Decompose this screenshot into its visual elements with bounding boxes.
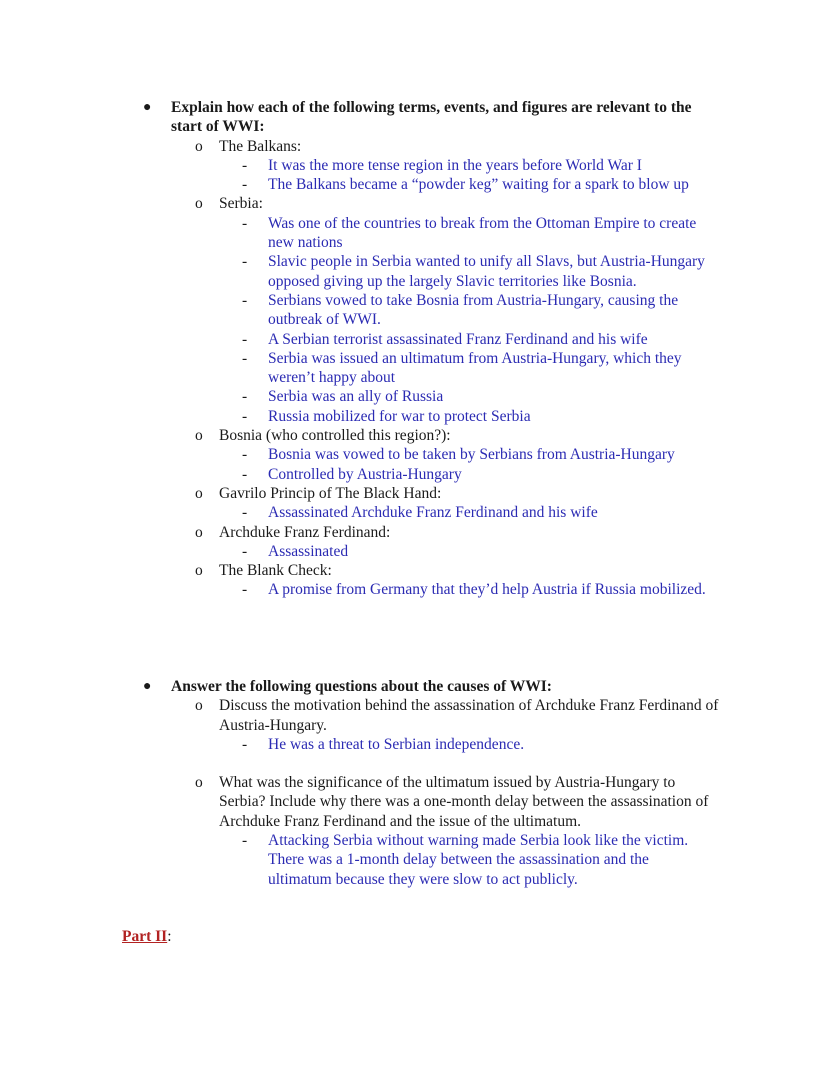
term-item xyxy=(0,484,719,503)
sub-bullet-marker: o xyxy=(195,195,203,213)
dash-marker: - xyxy=(242,214,248,232)
dash-marker: - xyxy=(242,504,248,522)
dash-marker: - xyxy=(242,407,248,425)
answer-text: The Balkans became a “powder keg” waiting for a spark to blow up xyxy=(268,176,689,194)
answer-text: Controlled by Austria-Hungary xyxy=(268,465,462,483)
dash-marker: - xyxy=(242,446,248,464)
sub-bullet-marker: o xyxy=(195,774,203,792)
sub-bullet-marker: o xyxy=(195,484,203,502)
dash-marker: - xyxy=(242,388,248,406)
section-heading-text: Explain how each of the following terms, events, and figures are relevant to the start of WWI: xyxy=(171,99,692,136)
answer-text: Serbia was an ally of Russia xyxy=(268,388,444,406)
part-label: Part II xyxy=(122,928,168,945)
dash-marker: - xyxy=(242,832,248,850)
answer-item xyxy=(0,349,708,388)
answer-item xyxy=(0,330,708,349)
answer-item xyxy=(0,445,708,464)
dash-marker: - xyxy=(242,330,248,348)
answer-text: Serbia was issued an ultimatum from Austria-Hungary, which they weren’t happy about xyxy=(268,349,682,387)
answer-item xyxy=(0,387,708,406)
dash-marker: - xyxy=(242,465,248,483)
question-text: What was the significance of the ultimatum issued by Austria-Hungary to Serbia? Include why there was a one-month delay between the assassination of Archduke Franz Ferdinand and the issue of the ultimatum. xyxy=(219,774,709,830)
term-item xyxy=(0,523,719,542)
section-terms xyxy=(0,98,828,600)
part-heading xyxy=(122,927,172,946)
dash-marker: - xyxy=(242,176,248,194)
answer-item xyxy=(0,252,708,291)
term-label: The Balkans: xyxy=(219,137,302,155)
sub-bullet-marker: o xyxy=(195,562,203,580)
answer-item xyxy=(0,503,708,522)
answer-text: Assassinated Archduke Franz Ferdinand and his wife xyxy=(268,504,598,522)
dash-marker: - xyxy=(242,581,248,599)
bullet-marker: ● xyxy=(143,100,152,115)
term-label: Archduke Franz Ferdinand: xyxy=(219,523,391,541)
dash-marker: - xyxy=(242,349,248,367)
answer-text: It was the more tense region in the years before World War I xyxy=(268,156,642,174)
answer-text: He was a threat to Serbian independence. xyxy=(268,735,525,753)
section-heading-text: Answer the following questions about the causes of WWI: xyxy=(171,678,552,695)
question-text: Discuss the motivation behind the assassination of Archduke Franz Ferdinand of Austria-Hungary. xyxy=(219,697,719,734)
sub-bullet-marker: o xyxy=(195,137,203,155)
part-label-suffix: : xyxy=(167,928,172,945)
answer-item xyxy=(0,156,708,175)
answer-text: Russia mobilized for war to protect Serbia xyxy=(268,407,531,425)
answer-item xyxy=(0,175,708,194)
answer-item xyxy=(0,291,708,330)
section-heading xyxy=(0,677,701,696)
section-questions xyxy=(0,677,828,889)
answer-text: Was one of the countries to break from the Ottoman Empire to create new nations xyxy=(268,214,697,252)
answer-item xyxy=(0,214,708,253)
answer-text: A Serbian terrorist assassinated Franz Ferdinand and his wife xyxy=(268,330,648,348)
section-heading xyxy=(0,98,701,137)
answer-item xyxy=(0,735,708,754)
answer-item xyxy=(0,407,708,426)
answer-text: Attacking Serbia without warning made Serbia look like the victim. There was a 1-month delay between the assassination and the ultimatum because they were slow to act publicly. xyxy=(268,832,689,888)
spacer xyxy=(0,754,828,773)
sub-bullet-marker: o xyxy=(195,427,203,445)
question-item xyxy=(0,696,719,735)
term-label: The Blank Check: xyxy=(219,562,332,580)
dash-marker: - xyxy=(242,542,248,560)
term-label: Serbia: xyxy=(219,195,263,213)
dash-marker: - xyxy=(242,735,248,753)
answer-item xyxy=(0,542,708,561)
dash-marker: - xyxy=(242,156,248,174)
term-label: Gavrilo Princip of The Black Hand: xyxy=(219,484,442,502)
dash-marker: - xyxy=(242,291,248,309)
sub-bullet-marker: o xyxy=(195,523,203,541)
term-item xyxy=(0,194,719,213)
term-label: Bosnia (who controlled this region?): xyxy=(219,427,451,445)
answer-text: Serbians vowed to take Bosnia from Austria-Hungary, causing the outbreak of WWI. xyxy=(268,291,679,329)
sub-bullet-marker: o xyxy=(195,697,203,715)
term-item xyxy=(0,137,719,156)
answer-item xyxy=(0,580,708,599)
dash-marker: - xyxy=(242,253,248,271)
term-item xyxy=(0,561,719,580)
answer-text: Assassinated xyxy=(268,542,349,560)
question-item xyxy=(0,773,719,831)
answer-text: A promise from Germany that they’d help Austria if Russia mobilized. xyxy=(268,581,706,599)
answer-text: Bosnia was vowed to be taken by Serbians from Austria-Hungary xyxy=(268,446,675,464)
answer-item xyxy=(0,831,708,889)
answer-item xyxy=(0,465,708,484)
answer-text: Slavic people in Serbia wanted to unify all Slavs, but Austria-Hungary opposed giving up the largely Slavic territories like Bosnia. xyxy=(268,253,705,290)
bullet-marker: ● xyxy=(143,679,152,694)
term-item xyxy=(0,426,719,445)
